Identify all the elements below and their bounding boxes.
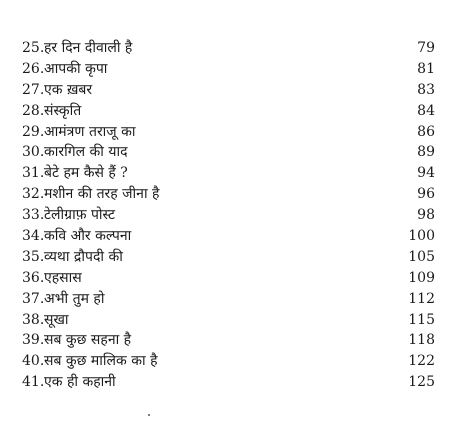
entry-page: 79 bbox=[417, 40, 435, 56]
toc-entry-31 bbox=[0, 163, 460, 184]
toc-entry-39 bbox=[0, 330, 460, 351]
toc-entry-34 bbox=[0, 226, 460, 247]
entry-page: 83 bbox=[417, 81, 435, 98]
entry-number: 26. bbox=[22, 60, 45, 77]
entry-title: सब कुछ मालिक का है bbox=[44, 353, 158, 370]
toc-entry-32 bbox=[0, 184, 460, 205]
entry-title: एक ख़बर bbox=[44, 81, 93, 98]
entry-page: 89 bbox=[417, 144, 435, 161]
entry-number: 31. bbox=[22, 165, 45, 182]
entry-number: 25. bbox=[22, 40, 45, 56]
toc-entry-26 bbox=[0, 59, 460, 80]
entry-page: 125 bbox=[408, 374, 435, 391]
toc-entry-29 bbox=[0, 122, 460, 143]
entry-number: 40. bbox=[22, 353, 45, 370]
toc-entry-27 bbox=[0, 80, 460, 101]
toc-entry-37 bbox=[0, 289, 460, 310]
toc-entry-33 bbox=[0, 205, 460, 226]
entry-title: सब कुछ सहना है bbox=[44, 332, 132, 349]
entry-title: आमंत्रण तराजू का bbox=[44, 123, 136, 140]
toc-entry-28 bbox=[0, 101, 460, 122]
entry-page: 100 bbox=[408, 228, 435, 245]
toc-entry-25 bbox=[0, 38, 460, 59]
entry-page: 112 bbox=[408, 290, 435, 307]
entry-page: 81 bbox=[417, 60, 435, 77]
table-of-contents bbox=[0, 38, 460, 393]
entry-page: 109 bbox=[408, 269, 435, 286]
entry-number: 27. bbox=[22, 81, 45, 98]
entry-number: 37. bbox=[22, 290, 45, 307]
entry-page: 115 bbox=[408, 311, 435, 328]
entry-page: 84 bbox=[417, 102, 435, 119]
entry-number: 38. bbox=[22, 311, 45, 328]
entry-title: कवि और कल्पना bbox=[44, 228, 132, 245]
entry-title: मशीन की तरह जीना है bbox=[44, 186, 160, 203]
entry-number: 35. bbox=[22, 248, 45, 265]
entry-number: 29. bbox=[22, 123, 45, 140]
entry-number: 33. bbox=[22, 207, 45, 224]
entry-title: व्यथा द्रौपदी की bbox=[44, 248, 123, 265]
entry-page: 86 bbox=[417, 123, 435, 140]
entry-number: 32. bbox=[22, 186, 45, 203]
entry-number: 28. bbox=[22, 102, 45, 119]
entry-title: एक ही कहानी bbox=[44, 374, 116, 391]
print-speck bbox=[148, 414, 150, 416]
entry-title: आपकी कृपा bbox=[44, 60, 108, 77]
entry-number: 34. bbox=[22, 228, 45, 245]
entry-title: अभी तुम हो bbox=[44, 290, 105, 307]
entry-title: कारगिल की याद bbox=[44, 144, 128, 161]
entry-page: 98 bbox=[417, 207, 435, 224]
entry-page: 105 bbox=[408, 248, 435, 265]
entry-title: टेलीग्राफ़ पोस्ट bbox=[44, 207, 116, 224]
toc-entry-35 bbox=[0, 247, 460, 268]
toc-entry-41 bbox=[0, 372, 460, 393]
entry-title: सूखा bbox=[44, 311, 69, 328]
entry-number: 36. bbox=[22, 269, 45, 286]
entry-number: 30. bbox=[22, 144, 45, 161]
entry-title: हर दिन दीवाली है bbox=[44, 40, 133, 56]
entry-page: 96 bbox=[417, 186, 435, 203]
entry-page: 122 bbox=[408, 353, 435, 370]
entry-page: 118 bbox=[408, 332, 435, 349]
entry-title: एहसास bbox=[44, 269, 82, 286]
entry-title: बेटे हम कैसे हैं ? bbox=[44, 165, 128, 182]
toc-entry-40 bbox=[0, 351, 460, 372]
toc-entry-36 bbox=[0, 268, 460, 289]
entry-page: 94 bbox=[417, 165, 435, 182]
entry-title: संस्कृति bbox=[44, 102, 82, 119]
entry-number: 39. bbox=[22, 332, 45, 349]
toc-entry-38 bbox=[0, 310, 460, 331]
toc-entry-30 bbox=[0, 142, 460, 163]
entry-number: 41. bbox=[22, 374, 45, 391]
